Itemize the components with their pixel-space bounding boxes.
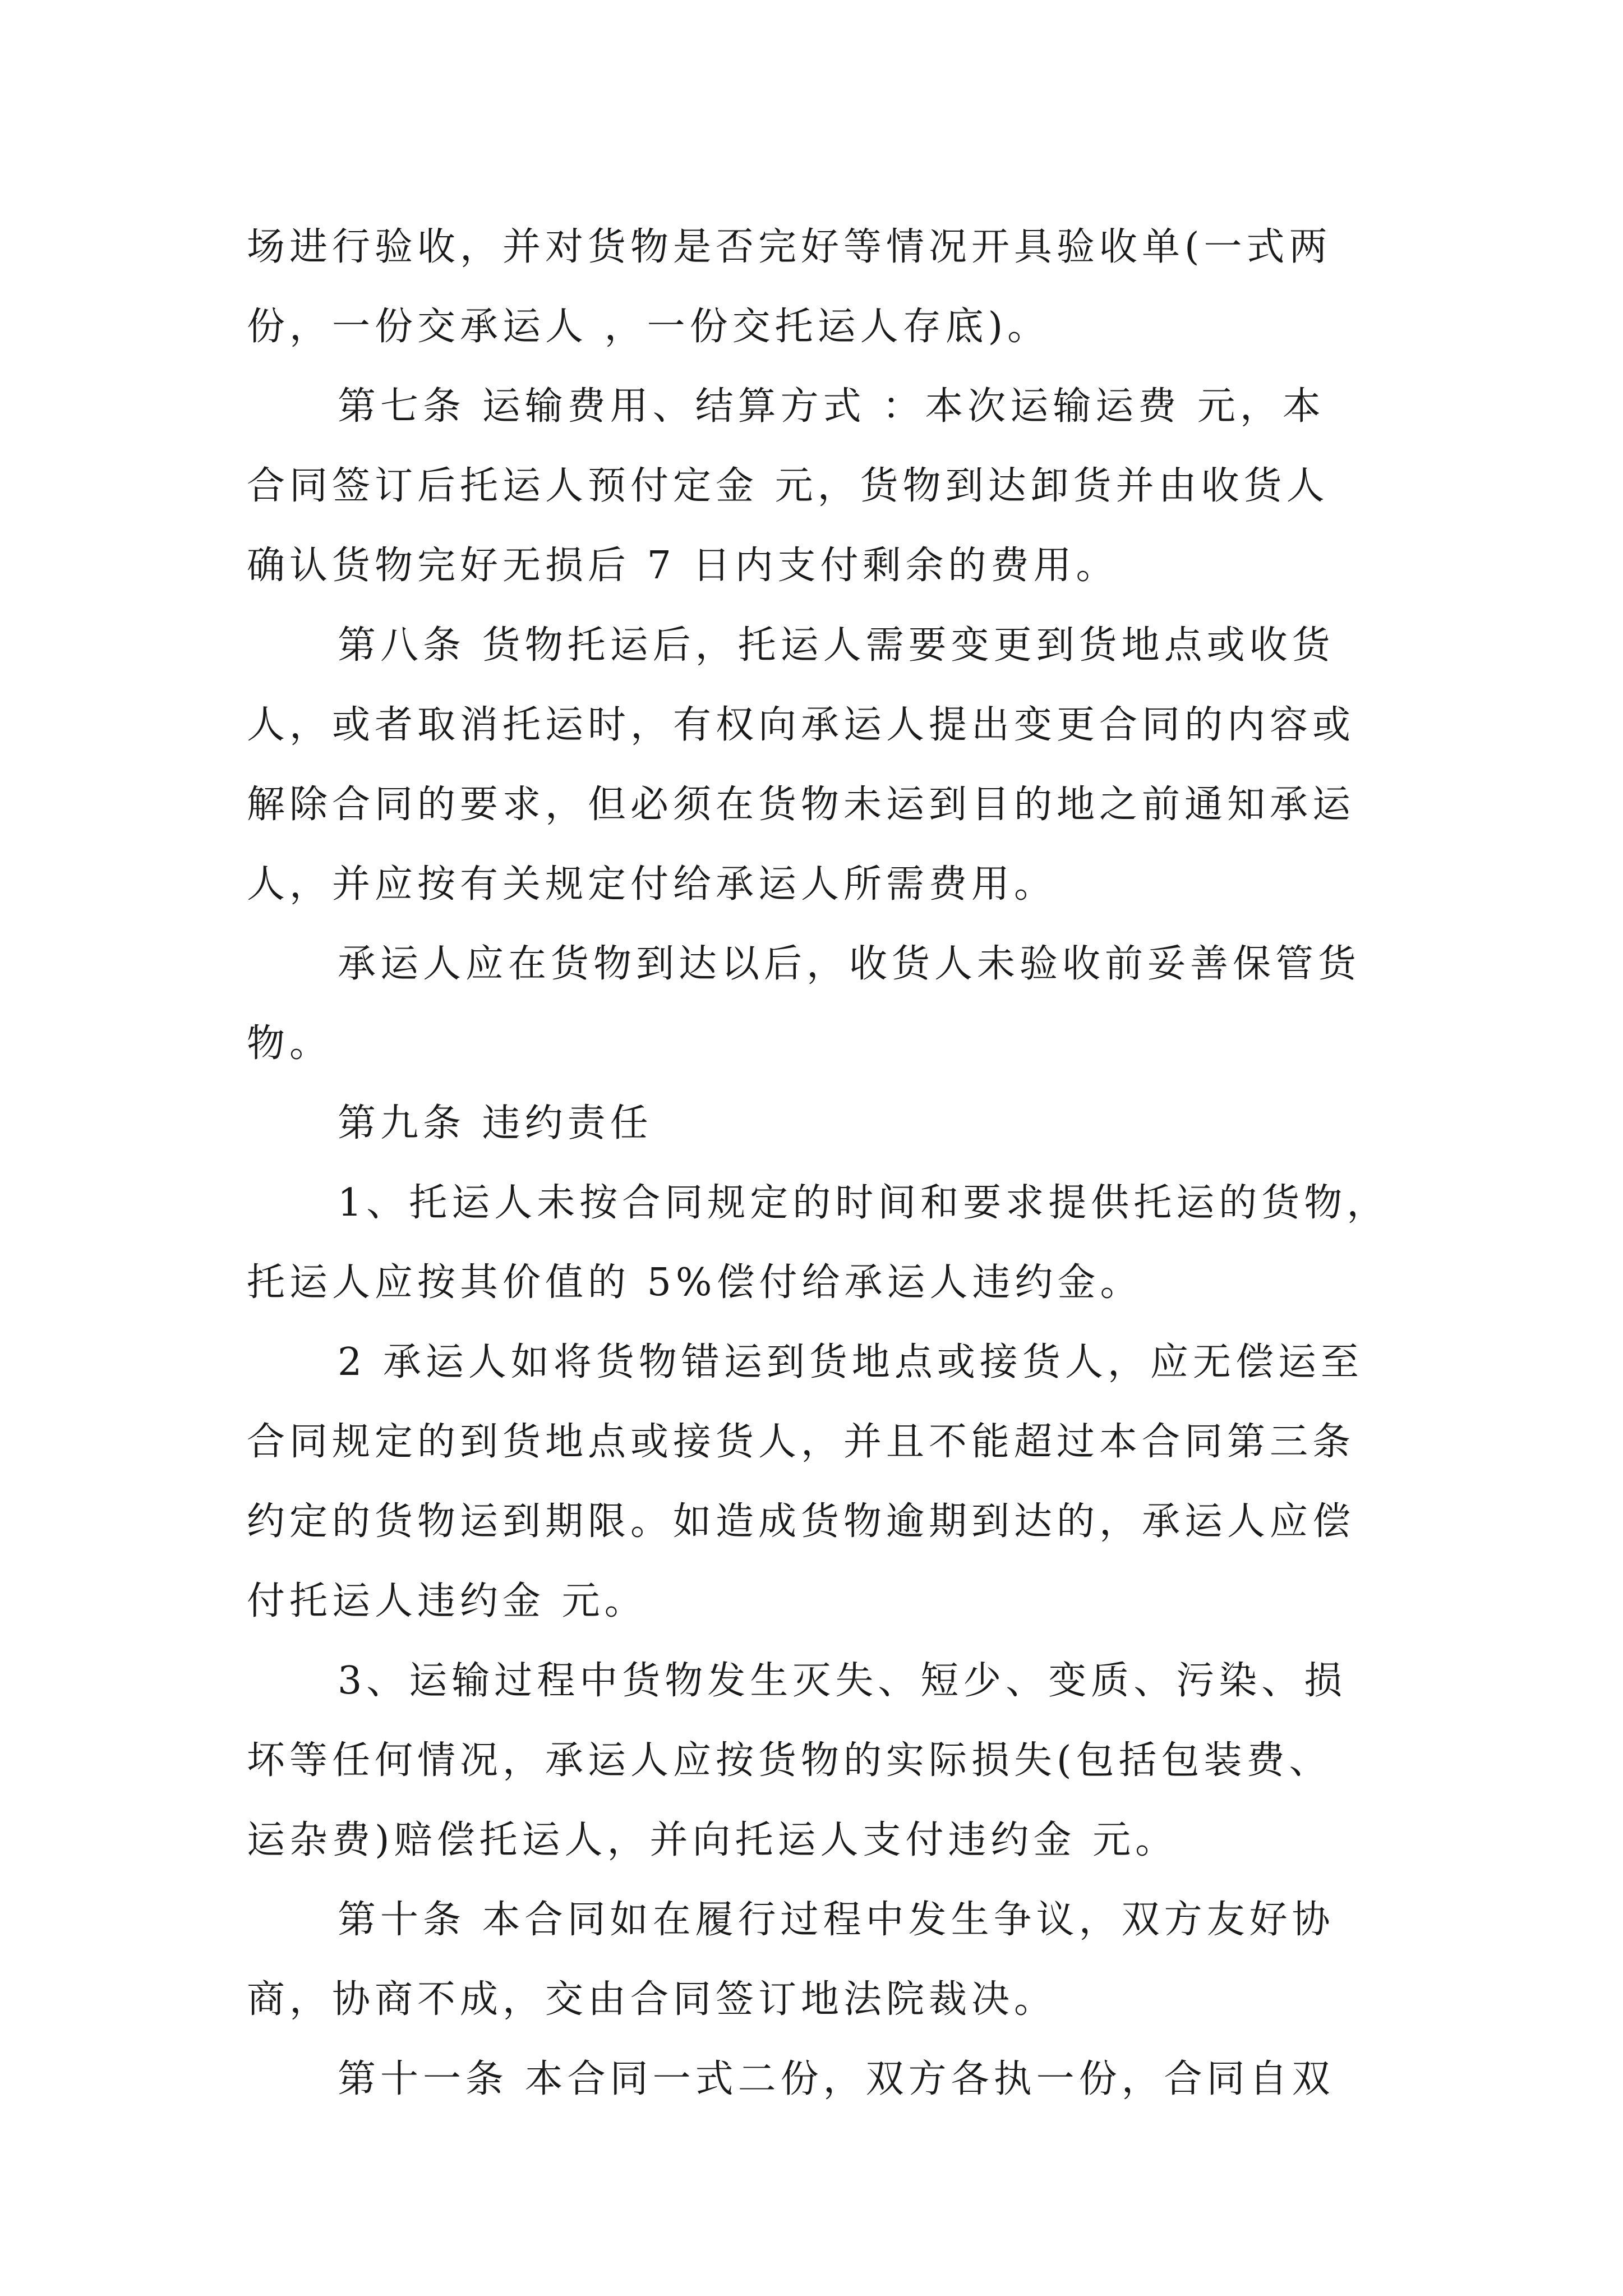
- text-line: 解除合同的要求，但必须在货物未运到目的地之前通知承运: [247, 783, 1355, 827]
- text-line: 人，或者取消托运时，有权向承运人提出变更合同的内容或: [247, 703, 1355, 747]
- text-line: 第十条 本合同如在履行过程中发生争议，双方友好协: [338, 1898, 1335, 1942]
- text-line: 第七条 运输费用、结算方式 ：本次运输运费 元，本: [338, 384, 1325, 429]
- text-line: 付托运人违约金 元。: [247, 1579, 647, 1623]
- text-line: 份，一份交承运人 ，一份交托运人存底)。: [247, 305, 1050, 349]
- text-line: 人，并应按有关规定付给承运人所需费用。: [247, 862, 1057, 907]
- text-line: 合同规定的到货地点或接货人，并且不能超过本合同第三条: [247, 1420, 1355, 1464]
- text-line: 确认货物完好无损后 7 日内支付剩余的费用。: [247, 544, 1119, 588]
- text-line: 托运人应按其价值的 5%偿付给承运人违约金。: [247, 1260, 1143, 1305]
- text-line: 约定的货物运到期限。如造成货物逾期到达的，承运人应偿: [247, 1499, 1355, 1544]
- text-line: 运杂费)赔偿托运人，并向托运人支付违约金 元。: [247, 1818, 1178, 1862]
- text-line: 坏等任何情况，承运人应按货物的实际损失(包括包装费、: [247, 1738, 1332, 1783]
- text-line: 商，协商不成，交由合同签订地法院裁决。: [247, 1977, 1057, 2022]
- text-line: 合同签订后托运人预付定金 元，货物到达卸货并由收货人: [247, 464, 1329, 508]
- document-body: [247, 208, 1396, 2119]
- text-line: 第九条 违约责任: [338, 1101, 653, 1145]
- text-line: 3、运输过程中货物发生灭失、短少、变质、污染、损: [338, 1659, 1347, 1703]
- text-line: 2 承运人如将货物错运到货地点或接货人，应无偿运至: [338, 1340, 1363, 1384]
- text-line: 场进行验收，并对货物是否完好等情况开具验收单(一式两: [247, 225, 1332, 269]
- text-line: 第十一条 本合同一式二份，双方各执一份，合同自双: [338, 2057, 1335, 2101]
- text-line: 承运人应在货物到达以后，收货人未验收前妥善保管货: [338, 942, 1361, 986]
- text-line: 第八条 货物托运后，托运人需要变更到货地点或收货: [338, 623, 1335, 668]
- text-line: 物。: [247, 1022, 333, 1066]
- text-line: 1、托运人未按合同规定的时间和要求提供托运的货物，: [338, 1181, 1390, 1225]
